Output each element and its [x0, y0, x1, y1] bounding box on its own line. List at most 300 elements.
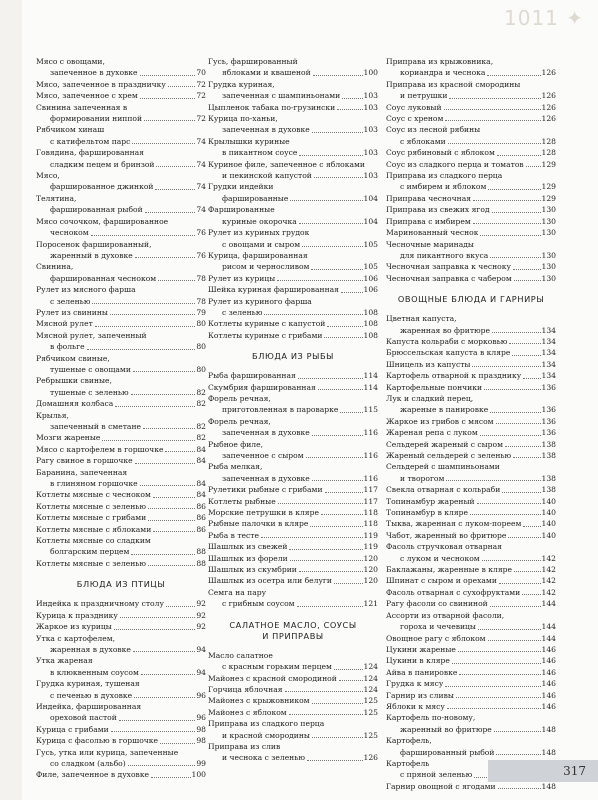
dot-leader	[477, 503, 541, 504]
entry-title: Мясо, запеченное с хрем	[36, 91, 138, 101]
index-entry	[36, 489, 206, 500]
entry-title: болгарским перцем	[50, 547, 130, 557]
dot-leader	[140, 98, 196, 99]
index-entry	[36, 67, 206, 78]
index-entry	[208, 382, 378, 393]
entry-title: с пряной зеленью	[400, 770, 473, 780]
dot-leader	[449, 98, 540, 99]
entry-page: 129	[541, 193, 556, 203]
entry-title: Соус луковый	[386, 102, 442, 112]
dot-leader	[148, 565, 195, 566]
index-entry	[208, 102, 378, 113]
index-entry	[386, 621, 556, 632]
entry-title: Крылья,	[36, 410, 69, 420]
entry-title: Фаршированные	[208, 205, 275, 215]
dot-leader	[132, 143, 195, 144]
entry-title: Баклажаны, жаренные в кляре	[386, 565, 512, 575]
dot-leader	[312, 132, 363, 133]
entry-page: 124	[363, 673, 378, 683]
index-entry	[386, 598, 556, 609]
entry-page: 116	[363, 451, 378, 460]
entry-title: жареные в панировке	[400, 405, 489, 415]
entry-page: 120	[363, 553, 378, 563]
entry-page: 82	[196, 399, 206, 409]
entry-title: Мясо сочочком, фаршированное	[36, 216, 169, 226]
entry-page: 70	[196, 68, 206, 78]
dot-leader	[312, 480, 363, 481]
dot-leader	[513, 457, 540, 458]
index-entry	[208, 79, 378, 90]
dot-leader	[342, 98, 362, 99]
dot-leader	[445, 120, 540, 121]
entry-page: 100	[191, 770, 206, 780]
dot-leader	[472, 366, 540, 367]
entry-page: 96	[196, 690, 206, 700]
entry-title: Приправа чесночная	[386, 193, 472, 203]
entry-page: 80	[196, 319, 206, 329]
dot-leader	[261, 537, 363, 538]
index-entry	[208, 124, 378, 135]
entry-page: 94	[196, 644, 206, 654]
index-entry	[36, 610, 206, 621]
entry-title: запеченная в духовке	[222, 428, 310, 438]
index-column-1	[36, 56, 206, 781]
entry-title: Шашлык из осетра или белуги	[208, 576, 332, 586]
entry-page: 119	[363, 530, 378, 540]
entry-page: 126	[541, 102, 556, 112]
entry-page: 146	[541, 656, 556, 666]
entry-title: Гусь, фаршированный	[208, 57, 298, 66]
dot-leader	[141, 674, 195, 675]
dot-leader	[111, 731, 196, 732]
index-entry	[208, 587, 378, 598]
entry-title: с зеленью	[50, 296, 91, 306]
entry-page: 121	[363, 599, 378, 609]
entry-title: Жареная репа с луком	[386, 428, 478, 438]
entry-page: 146	[541, 701, 556, 711]
entry-title: фаршированные	[222, 193, 289, 203]
entry-page: 134	[541, 348, 556, 358]
index-entry	[36, 227, 206, 238]
entry-title: Свинина,	[36, 262, 74, 272]
entry-page: 138	[541, 451, 556, 460]
index-entry	[386, 484, 556, 495]
index-entry	[36, 444, 206, 455]
entry-title: Курица, фаршированная	[208, 250, 308, 260]
index-entry	[208, 518, 378, 529]
index-entry	[386, 136, 556, 147]
index-entry	[36, 735, 206, 746]
entry-title: Рулетики рыбные с грибами	[208, 485, 323, 495]
dot-leader	[446, 480, 540, 481]
entry-title: и петрушки	[400, 91, 448, 101]
index-entry	[208, 530, 378, 541]
entry-title: Чесночные маринады	[386, 239, 474, 249]
entry-title: Гусь, утка или курица, запеченные	[36, 747, 179, 757]
index-entry	[386, 690, 556, 701]
index-entry	[36, 747, 206, 758]
entry-title: Форель речная,	[208, 416, 271, 426]
dot-leader	[312, 703, 363, 704]
index-entry	[36, 455, 206, 466]
entry-title: Говядина, фаршированная	[36, 148, 144, 158]
dot-leader	[526, 166, 541, 167]
entry-page: 84	[196, 479, 206, 489]
entry-title: Картофель,	[386, 736, 432, 746]
index-entry	[36, 318, 206, 329]
dot-leader	[156, 166, 195, 167]
dot-leader	[120, 617, 195, 618]
entry-page: 104	[363, 193, 378, 203]
index-entry	[36, 159, 206, 170]
entry-page: 134	[541, 325, 556, 335]
dot-leader	[92, 303, 195, 304]
index-entry	[386, 724, 556, 735]
entry-page: 125	[363, 707, 378, 717]
dot-leader	[166, 606, 195, 607]
index-entry	[386, 530, 556, 541]
entry-page: 92	[196, 610, 206, 620]
entry-page: 86	[196, 524, 206, 534]
entry-page: 80	[196, 342, 206, 352]
index-entry	[208, 147, 378, 158]
dot-leader	[119, 720, 196, 721]
dot-leader	[480, 435, 541, 436]
entry-page: 140	[541, 508, 556, 518]
entry-title: куриные окорочка	[222, 216, 297, 226]
index-column-3	[386, 56, 556, 792]
index-entry	[208, 393, 378, 404]
entry-title: Тыква, жаренная с луком-пореем	[386, 519, 522, 529]
entry-page: 103	[363, 102, 378, 112]
index-entry	[36, 147, 206, 158]
entry-page: 99	[196, 758, 206, 768]
dot-leader	[490, 606, 541, 607]
dot-leader	[110, 314, 195, 315]
dot-leader	[513, 269, 541, 270]
index-entry	[208, 193, 378, 204]
entry-title: тушеные с зеленью	[50, 387, 129, 397]
entry-title: Топинамбур жареный	[386, 496, 475, 506]
entry-title: запеченная в духовке	[222, 473, 310, 483]
dot-leader	[490, 257, 540, 258]
index-entry	[208, 261, 378, 272]
index-entry	[36, 421, 206, 432]
entry-title: Сельдерей с шампиньонами	[386, 462, 500, 472]
dot-leader	[143, 428, 195, 429]
index-entry	[208, 427, 378, 438]
entry-title: Фасоль отварная с сухофруктами	[386, 587, 521, 597]
entry-title: Цукини жареные	[386, 644, 456, 654]
dot-leader	[470, 514, 541, 515]
index-entry	[36, 90, 206, 101]
entry-page: 82	[196, 387, 206, 397]
dot-leader	[114, 629, 196, 630]
index-entry	[208, 170, 378, 181]
dot-leader	[155, 189, 195, 190]
entry-page: 84	[196, 456, 206, 466]
entry-title: Котлеты мясные с грибами	[36, 513, 147, 523]
dot-leader	[307, 760, 363, 761]
entry-title: Курица с фасолью в горшочке	[36, 736, 159, 746]
dot-leader	[509, 343, 540, 344]
index-entry	[386, 575, 556, 586]
index-entry	[36, 136, 206, 147]
entry-title: с красным горьким перцем	[222, 662, 332, 672]
entry-title: Ребрышки свиные,	[36, 376, 112, 386]
dot-leader	[514, 280, 541, 281]
dot-leader	[445, 686, 540, 687]
entry-title: Соус из сладкого перца и томатов	[386, 159, 524, 169]
index-entry	[386, 496, 556, 507]
index-entry	[36, 546, 206, 557]
index-entry	[36, 690, 206, 701]
entry-title: Мясной рулет, запеченный	[36, 330, 147, 340]
index-entry	[208, 684, 378, 695]
entry-page: 98	[196, 724, 206, 734]
index-entry	[36, 387, 206, 398]
dot-leader	[523, 378, 540, 379]
entry-title: Мясо с картофелем в горшочке	[36, 444, 164, 454]
index-entry	[36, 353, 206, 364]
dot-leader	[512, 355, 540, 356]
dot-leader	[140, 485, 196, 486]
index-entry	[208, 507, 378, 518]
index-entry	[386, 439, 556, 450]
entry-title: запеченное в духовке	[50, 68, 138, 78]
index-entry	[36, 307, 206, 318]
dot-leader	[299, 571, 363, 572]
entry-title: Рябчиком хинаш	[36, 125, 105, 135]
entry-title: Цветная капуста,	[386, 314, 457, 324]
entry-title: тушеные с овощами	[50, 364, 131, 374]
entry-title: Айва в панировке	[386, 667, 458, 677]
entry-title: Мясо, запеченное в праздничку	[36, 79, 166, 89]
entry-title: и творогом	[400, 473, 445, 483]
entry-title: рисом и черносливом	[222, 262, 310, 272]
entry-page: 82	[196, 422, 206, 431]
index-entry	[386, 273, 556, 284]
entry-title: с имбирем и яблоком	[400, 182, 487, 192]
page-number: 317	[563, 764, 586, 778]
entry-title: с луком и чесноком	[400, 553, 480, 563]
entry-title: Рябчиком свиные,	[36, 353, 110, 363]
index-entry	[208, 227, 378, 238]
entry-title: Курица с грибами	[36, 724, 109, 734]
entry-page: 105	[363, 239, 378, 249]
index-entry	[386, 781, 556, 792]
entry-title: Индейка к праздничному столу	[36, 599, 164, 609]
entry-title: с зеленью	[222, 307, 263, 317]
index-entry	[386, 193, 556, 204]
entry-title: Приправа из сладкого перца	[208, 719, 325, 729]
entry-page: 74	[196, 159, 206, 169]
index-entry	[386, 393, 556, 404]
index-entry	[208, 56, 378, 67]
entry-title: Рулет из куриного фарша	[208, 296, 312, 306]
dot-leader	[448, 143, 541, 144]
entry-title: Капуста кольраби с морковью	[386, 336, 508, 346]
index-entry	[36, 261, 206, 272]
entry-page: 100	[363, 68, 378, 78]
index-entry	[386, 701, 556, 712]
entry-page: 104	[363, 216, 378, 226]
entry-page: 146	[541, 690, 556, 700]
entry-title: чесноком	[50, 228, 89, 238]
dot-leader	[492, 332, 540, 333]
entry-page: 119	[363, 542, 378, 552]
entry-title: гороха и чечевицы	[400, 622, 476, 632]
entry-page: 126	[541, 114, 556, 124]
entry-title: Рыба в тесте	[208, 530, 259, 540]
entry-title: Утка жареная	[36, 656, 93, 666]
entry-page: 142	[541, 553, 556, 563]
entry-page: 72	[196, 79, 206, 89]
entry-page: 118	[363, 519, 378, 529]
entry-page: 76	[196, 250, 206, 260]
entry-title: запеченная с шампиньонами	[222, 91, 341, 101]
index-entry	[208, 284, 378, 295]
entry-page: 106	[363, 273, 378, 283]
entry-title: Куриное филе, запеченное с яблоками	[208, 159, 365, 169]
index-entry	[386, 610, 556, 621]
entry-title: с печенью в духовке	[50, 690, 133, 700]
index-entry	[208, 650, 378, 661]
index-entry	[386, 712, 556, 723]
entry-page: 126	[541, 91, 556, 101]
dot-leader	[158, 280, 195, 281]
entry-page: 124	[363, 662, 378, 672]
entry-title: Картофель	[386, 758, 430, 768]
entry-page: 136	[541, 428, 556, 438]
index-entry	[208, 273, 378, 284]
entry-page: 103	[363, 91, 378, 101]
entry-page: 142	[541, 587, 556, 597]
index-entry	[386, 518, 556, 529]
publisher-logo: 1011 ✦	[504, 6, 585, 30]
entry-title: Мозги жареные	[36, 433, 101, 443]
dot-leader	[285, 691, 363, 692]
index-entry	[36, 250, 206, 261]
index-entry	[36, 398, 206, 409]
index-entry	[36, 432, 206, 443]
index-entry	[36, 364, 206, 375]
entry-title: Домашняя колбаса	[36, 399, 114, 409]
entry-title: Майонез с крыжовником	[208, 696, 310, 706]
entry-page: 146	[541, 667, 556, 677]
index-entry	[36, 181, 206, 192]
dot-leader	[148, 508, 195, 509]
index-entry	[386, 735, 556, 746]
index-entry	[36, 273, 206, 284]
index-entry	[208, 90, 378, 101]
entry-page: 130	[541, 216, 556, 226]
dot-leader	[337, 109, 362, 110]
entry-title: Шашлык из свежей	[208, 542, 288, 552]
entry-page: 140	[541, 496, 556, 506]
index-entry	[208, 370, 378, 381]
dot-leader	[325, 492, 363, 493]
dot-leader	[340, 412, 362, 413]
entry-page: 142	[541, 565, 556, 575]
dot-leader	[482, 560, 541, 561]
entry-title: жаренная во фритюре	[400, 325, 491, 335]
index-entry	[36, 678, 206, 689]
entry-page: 144	[541, 633, 556, 643]
entry-page: 117	[363, 485, 378, 495]
entry-title: Котлеты мясные с яблоками	[36, 524, 152, 534]
entry-page: 136	[541, 405, 556, 415]
entry-page: 79	[196, 307, 206, 317]
dot-leader	[452, 663, 541, 664]
index-entry	[36, 633, 206, 644]
entry-title: Свинина запеченная в	[36, 102, 128, 112]
dot-leader	[168, 86, 195, 87]
entry-title: Скумбрия фаршированная	[208, 382, 316, 392]
entry-page: 130	[541, 228, 556, 238]
index-entry	[208, 752, 378, 763]
entry-title: Мясо с овощами,	[36, 57, 105, 66]
entry-title: Чесночная заправка к чесноку	[386, 262, 511, 272]
entry-page: 146	[541, 644, 556, 654]
entry-page: 129	[541, 182, 556, 192]
dot-leader	[102, 440, 195, 441]
dot-leader	[488, 640, 541, 641]
index-entry	[36, 375, 206, 386]
entry-page: 142	[541, 576, 556, 586]
index-entry	[36, 341, 206, 352]
dot-leader	[297, 606, 363, 607]
entry-title: с грибным соусом	[222, 599, 295, 609]
entry-page: 72	[196, 91, 206, 101]
index-entry	[386, 416, 556, 427]
entry-page: 134	[541, 371, 556, 381]
entry-title: Чабот, жаренный во фритюре	[386, 530, 507, 540]
entry-title: Приправа из красной смородины	[386, 79, 521, 89]
entry-title: Яблоки к мясу	[386, 701, 445, 711]
index-entry	[36, 239, 206, 250]
entry-page: 130	[541, 205, 556, 215]
dot-leader	[318, 389, 363, 390]
dot-leader	[312, 737, 363, 738]
dot-leader	[522, 594, 540, 595]
index-entry	[208, 67, 378, 78]
entry-title: Котлеты рыбные	[208, 496, 276, 506]
index-entry	[208, 730, 378, 741]
entry-page: 138	[541, 439, 556, 449]
entry-page: 84	[196, 444, 206, 454]
entry-title: Маринованный чеснок	[386, 228, 479, 238]
entry-title: Семга на пару	[208, 587, 267, 597]
entry-title: фаршированная рыбой	[50, 205, 143, 215]
entry-title: Форель речная,	[208, 393, 271, 403]
entry-page: 116	[363, 473, 378, 483]
index-entry	[386, 147, 556, 158]
entry-page: 144	[541, 622, 556, 632]
index-entry	[36, 769, 206, 780]
index-entry	[386, 336, 556, 347]
dot-leader	[312, 435, 363, 436]
dot-leader	[484, 389, 540, 390]
entry-title: Утка с картофелем,	[36, 633, 116, 643]
index-entry	[386, 67, 556, 78]
entry-title: Соус с хреном	[386, 114, 444, 124]
index-entry	[36, 667, 206, 678]
entry-title: Приправа из слив	[208, 741, 281, 751]
dot-leader	[508, 537, 540, 538]
index-entry	[208, 239, 378, 250]
index-entry	[36, 758, 206, 769]
